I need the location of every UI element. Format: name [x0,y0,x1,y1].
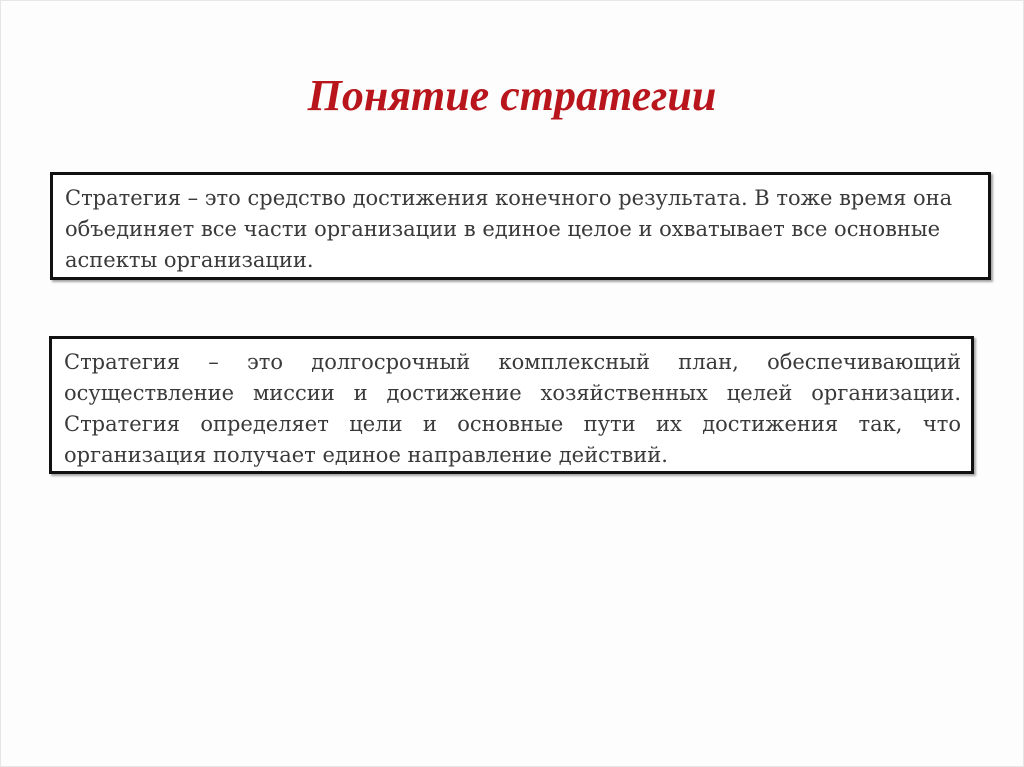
definition-text-2: Стратегия – это долгосрочный комплексный план, обеспечивающий осуществление миссии и достижение хозяйственных целей организации. Стратегия определяет цели и основные пути их достижения так, что организация получает единое направление действий. [64,350,961,467]
definition-text-1: Стратегия – это средство достижения конечного результата. В тоже время она объединяет все части организации в единое целое и охватывает все основные аспекты организации. [65,186,953,272]
definition-box-1 [50,172,991,280]
definition-box-2 [49,336,974,474]
slide-title: Понятие стратегии [307,71,717,120]
